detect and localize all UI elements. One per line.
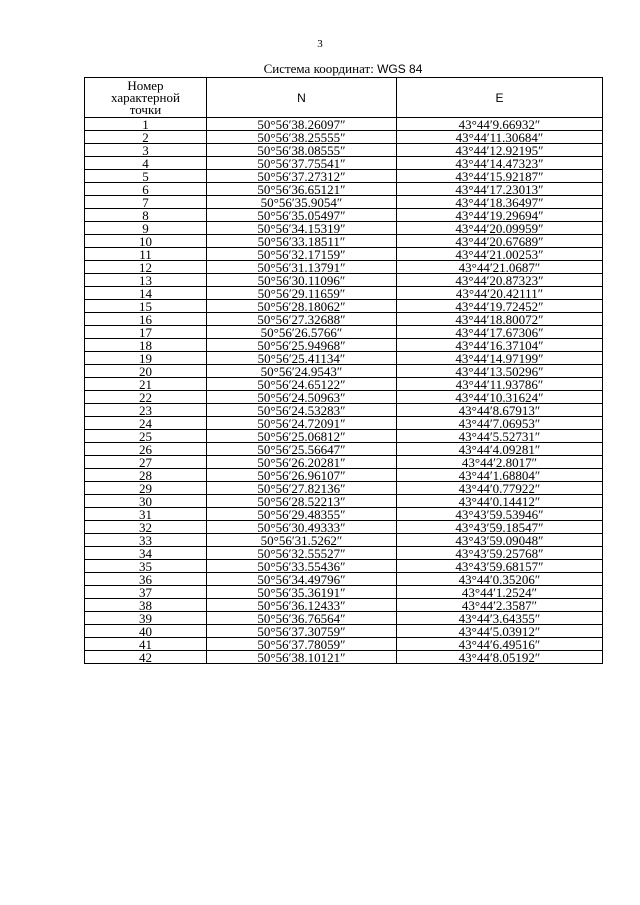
table-row [85,482,603,495]
cell-e: 43°44′13.50296″ [397,365,603,378]
table-row [85,209,603,222]
table-row [85,456,603,469]
caption-label: Система координат: [263,61,374,76]
cell-point-number: 15 [85,300,207,313]
cell-e: 43°44′0.77922″ [397,482,603,495]
cell-e: 43°44′17.23013″ [397,183,603,196]
cell-point-number: 17 [85,326,207,339]
table-row [85,625,603,638]
cell-e: 43°44′8.05192″ [397,651,603,664]
table-row [85,495,603,508]
cell-n: 50°56′27.32688″ [207,313,397,326]
table-row [85,339,603,352]
cell-n: 50°56′26.96107″ [207,469,397,482]
cell-point-number: 41 [85,638,207,651]
header-e: E [397,78,603,118]
cell-n: 50°56′31.5262″ [207,534,397,547]
cell-point-number: 31 [85,508,207,521]
table-body [85,118,603,664]
cell-n: 50°56′35.05497″ [207,209,397,222]
cell-point-number: 32 [85,521,207,534]
coordinates-table [84,77,603,664]
cell-point-number: 33 [85,534,207,547]
cell-point-number: 26 [85,443,207,456]
cell-e: 43°44′21.0687″ [397,261,603,274]
cell-e: 43°44′6.49516″ [397,638,603,651]
cell-n: 50°56′27.82136″ [207,482,397,495]
header-point-number [85,78,207,118]
cell-point-number: 13 [85,274,207,287]
cell-e: 43°44′20.67689″ [397,235,603,248]
cell-n: 50°56′37.75541″ [207,157,397,170]
cell-point-number: 3 [85,144,207,157]
cell-e: 43°44′4.09281″ [397,443,603,456]
cell-point-number: 30 [85,495,207,508]
cell-point-number: 10 [85,235,207,248]
cell-point-number: 16 [85,313,207,326]
caption-system-name: WGS 84 [377,62,423,76]
table-row [85,131,603,144]
cell-n: 50°56′38.10121″ [207,651,397,664]
table-row [85,469,603,482]
table-row [85,170,603,183]
cell-point-number: 14 [85,287,207,300]
cell-point-number: 5 [85,170,207,183]
cell-point-number: 9 [85,222,207,235]
cell-n: 50°56′38.25555″ [207,131,397,144]
table-row [85,417,603,430]
cell-n: 50°56′38.08555″ [207,144,397,157]
cell-point-number: 20 [85,365,207,378]
table-row [85,391,603,404]
cell-e: 43°44′0.14412″ [397,495,603,508]
cell-n: 50°56′30.49333″ [207,521,397,534]
table-row [85,235,603,248]
cell-n: 50°56′35.36191″ [207,586,397,599]
cell-e: 43°44′15.92187″ [397,170,603,183]
cell-point-number: 8 [85,209,207,222]
cell-n: 50°56′31.13791″ [207,261,397,274]
cell-e: 43°44′1.2524″ [397,586,603,599]
cell-n: 50°56′24.53283″ [207,404,397,417]
cell-n: 50°56′25.56647″ [207,443,397,456]
cell-e: 43°44′0.35206″ [397,573,603,586]
cell-e: 43°44′9.66932″ [397,118,603,131]
cell-n: 50°56′24.50963″ [207,391,397,404]
cell-e: 43°44′21.00253″ [397,248,603,261]
cell-point-number: 36 [85,573,207,586]
cell-n: 50°56′32.55527″ [207,547,397,560]
table-row [85,534,603,547]
cell-n: 50°56′34.49796″ [207,573,397,586]
cell-e: 43°44′14.97199″ [397,352,603,365]
cell-point-number: 25 [85,430,207,443]
cell-e: 43°44′5.03912″ [397,625,603,638]
cell-n: 50°56′25.41134″ [207,352,397,365]
cell-e: 43°43′59.09048″ [397,534,603,547]
table-row [85,352,603,365]
cell-e: 43°44′20.42111″ [397,287,603,300]
table-row [85,118,603,131]
table-row [85,443,603,456]
cell-n: 50°56′26.5766″ [207,326,397,339]
cell-e: 43°43′59.53946″ [397,508,603,521]
cell-e: 43°44′17.67306″ [397,326,603,339]
header-n: N [207,78,397,118]
cell-e: 43°44′20.87323″ [397,274,603,287]
table-row [85,404,603,417]
table-row [85,183,603,196]
cell-e: 43°44′20.09959″ [397,222,603,235]
table-row [85,261,603,274]
cell-e: 43°44′1.68804″ [397,469,603,482]
cell-n: 50°56′26.20281″ [207,456,397,469]
cell-e: 43°44′11.93786″ [397,378,603,391]
header-point-line2: характерной [111,89,180,105]
cell-e: 43°44′19.29694″ [397,209,603,222]
cell-n: 50°56′29.11659″ [207,287,397,300]
cell-n: 50°56′24.72091″ [207,417,397,430]
cell-e: 43°44′5.52731″ [397,430,603,443]
table-row [85,222,603,235]
cell-n: 50°56′33.18511″ [207,235,397,248]
cell-n: 50°56′38.26097″ [207,118,397,131]
table-row [85,144,603,157]
table-row [85,248,603,261]
cell-point-number: 40 [85,625,207,638]
cell-e: 43°44′18.80072″ [397,313,603,326]
cell-n: 50°56′24.65122″ [207,378,397,391]
cell-n: 50°56′25.94968″ [207,339,397,352]
cell-point-number: 22 [85,391,207,404]
table-row [85,287,603,300]
cell-e: 43°44′18.36497″ [397,196,603,209]
cell-point-number: 24 [85,417,207,430]
table-row [85,612,603,625]
table-row [85,274,603,287]
cell-point-number: 38 [85,599,207,612]
table-header-row [85,78,603,118]
cell-e: 43°44′7.06953″ [397,417,603,430]
cell-point-number: 42 [85,651,207,664]
header-point-line3: точки [129,101,162,117]
table-row [85,157,603,170]
table-row [85,508,603,521]
cell-n: 50°56′28.18062″ [207,300,397,313]
cell-e: 43°44′2.8017″ [397,456,603,469]
coordinate-system-caption [84,62,602,76]
table-row [85,300,603,313]
cell-e: 43°44′19.72452″ [397,300,603,313]
cell-point-number: 37 [85,586,207,599]
cell-n: 50°56′34.15319″ [207,222,397,235]
cell-point-number: 23 [85,404,207,417]
cell-n: 50°56′37.27312″ [207,170,397,183]
cell-point-number: 27 [85,456,207,469]
cell-n: 50°56′36.65121″ [207,183,397,196]
cell-point-number: 1 [85,118,207,131]
cell-e: 43°44′16.37104″ [397,339,603,352]
table-row [85,599,603,612]
cell-point-number: 28 [85,469,207,482]
cell-point-number: 2 [85,131,207,144]
cell-n: 50°56′24.9543″ [207,365,397,378]
cell-n: 50°56′35.9054″ [207,196,397,209]
cell-e: 43°44′12.92195″ [397,144,603,157]
cell-n: 50°56′37.78059″ [207,638,397,651]
cell-point-number: 18 [85,339,207,352]
cell-e: 43°44′8.67913″ [397,404,603,417]
cell-point-number: 12 [85,261,207,274]
cell-e: 43°43′59.18547″ [397,521,603,534]
cell-point-number: 35 [85,560,207,573]
cell-n: 50°56′25.06812″ [207,430,397,443]
table-row [85,573,603,586]
cell-point-number: 11 [85,248,207,261]
table-row [85,430,603,443]
page-number: 3 [317,38,323,50]
cell-point-number: 7 [85,196,207,209]
cell-n: 50°56′37.30759″ [207,625,397,638]
cell-e: 43°44′3.64355″ [397,612,603,625]
cell-n: 50°56′36.76564″ [207,612,397,625]
cell-n: 50°56′30.11096″ [207,274,397,287]
cell-n: 50°56′29.48355″ [207,508,397,521]
cell-e: 43°44′10.31624″ [397,391,603,404]
cell-n: 50°56′32.17159″ [207,248,397,261]
table-row [85,365,603,378]
cell-e: 43°44′2.3587″ [397,599,603,612]
header-point-line1: Номер [127,77,164,93]
cell-e: 43°44′11.30684″ [397,131,603,144]
table-row [85,196,603,209]
table-row [85,521,603,534]
cell-n: 50°56′36.12433″ [207,599,397,612]
cell-n: 50°56′28.52213″ [207,495,397,508]
cell-point-number: 34 [85,547,207,560]
cell-point-number: 39 [85,612,207,625]
table-row [85,326,603,339]
cell-e: 43°44′14.47323″ [397,157,603,170]
cell-e: 43°43′59.25768″ [397,547,603,560]
cell-point-number: 4 [85,157,207,170]
cell-point-number: 21 [85,378,207,391]
table-row [85,651,603,664]
cell-point-number: 19 [85,352,207,365]
table-row [85,586,603,599]
cell-e: 43°43′59.68157″ [397,560,603,573]
table-row [85,547,603,560]
table-row [85,378,603,391]
cell-n: 50°56′33.55436″ [207,560,397,573]
table-row [85,560,603,573]
cell-point-number: 6 [85,183,207,196]
cell-point-number: 29 [85,482,207,495]
table-row [85,313,603,326]
table-row [85,638,603,651]
